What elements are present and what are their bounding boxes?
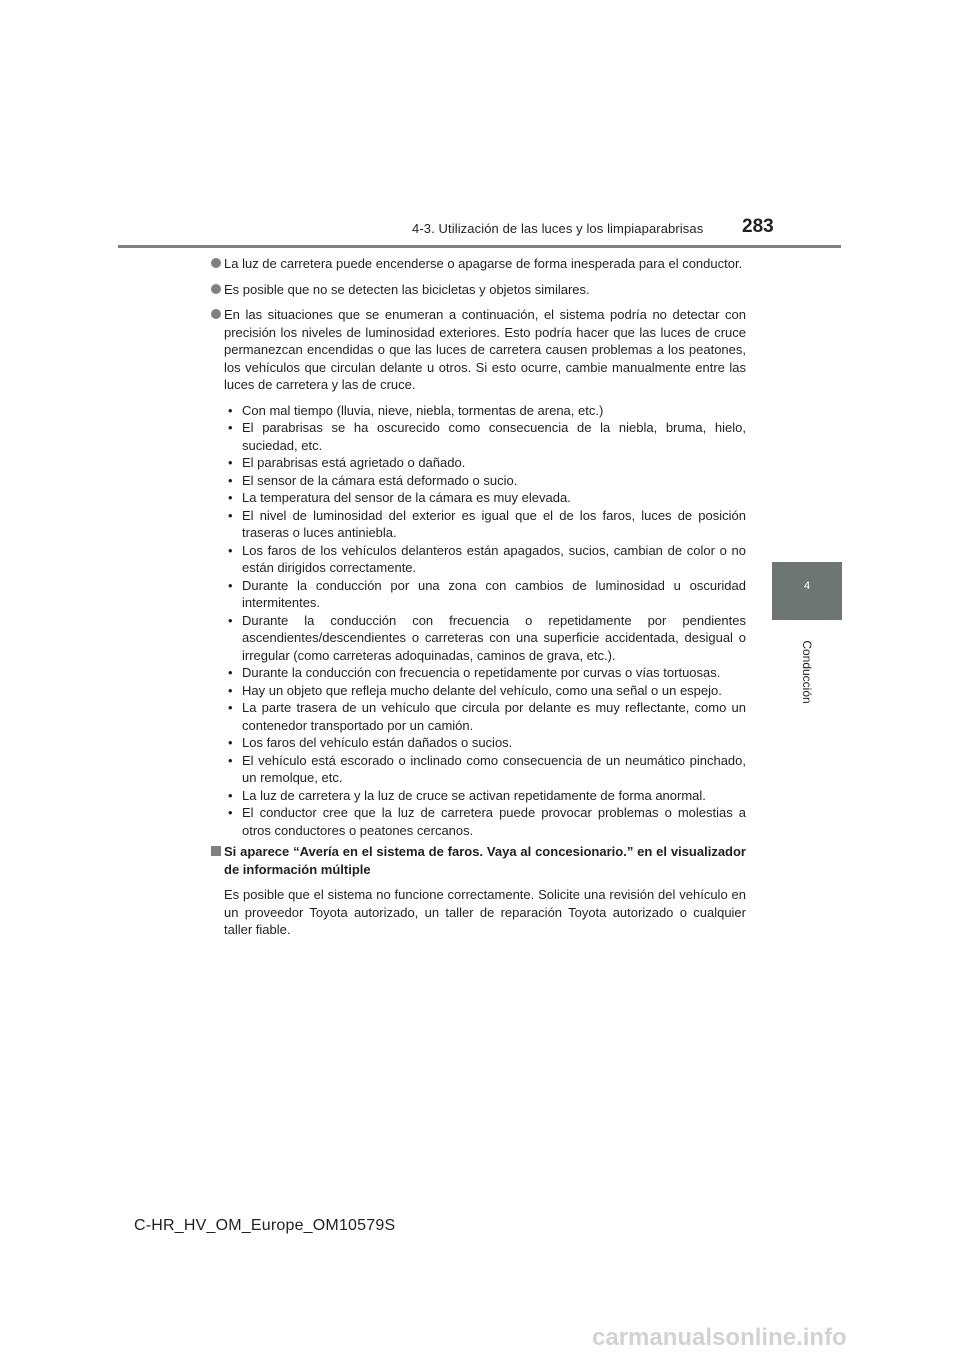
- list-item-text: El parabrisas está agrietado o dañado.: [242, 455, 466, 470]
- list-bullet: •: [228, 542, 233, 558]
- subsection-heading-text: Si aparece “Avería en el sistema de faros. Vaya al concesionario.” en el visualizador de información múltiple: [224, 844, 746, 877]
- list-item: [214, 472, 746, 490]
- list-item: [214, 419, 746, 454]
- list-item-text: Durante la conducción con frecuencia o repetidamente por curvas o vías tortuosas.: [242, 665, 721, 680]
- main-content: [214, 255, 746, 939]
- bullet-circle-icon: [211, 284, 221, 294]
- list-item: [214, 664, 746, 682]
- list-bullet: •: [228, 402, 233, 418]
- condition-list: [214, 402, 746, 840]
- list-item: [214, 402, 746, 420]
- list-bullet: •: [228, 665, 233, 680]
- list-bullet: •: [228, 420, 233, 435]
- list-item-text: El parabrisas se ha oscurecido como consecuencia de la niebla, bruma, hielo, suciedad, etc.: [242, 420, 746, 453]
- list-item: [214, 752, 746, 787]
- list-item: [214, 542, 746, 577]
- list-bullet: •: [228, 700, 233, 715]
- list-bullet: •: [228, 472, 233, 488]
- chapter-number: 4: [803, 580, 811, 592]
- bullet-circle-icon: [211, 309, 221, 319]
- subsection-heading: [214, 843, 746, 878]
- watermark: carmanualsonline.info: [592, 1324, 847, 1351]
- list-item-text: El nivel de luminosidad del exterior es igual que el de los faros, luces de posición traseras o luces antiniebla.: [242, 507, 746, 540]
- list-bullet: •: [228, 735, 233, 750]
- list-item-text: Los faros del vehículo están dañados o sucios.: [242, 735, 513, 750]
- bullet-circle-icon: [211, 258, 221, 268]
- square-bullet-icon: [211, 846, 221, 856]
- list-item: [214, 787, 746, 805]
- list-bullet: •: [228, 787, 233, 803]
- list-item-text: El sensor de la cámara está deformado o sucio.: [242, 472, 518, 488]
- list-item: [214, 804, 746, 839]
- list-bullet: •: [228, 612, 233, 628]
- list-item-text: Los faros de los vehículos delanteros están apagados, sucios, cambian de color o no están dirigidos correctamente.: [242, 542, 746, 575]
- chapter-tab: [772, 562, 842, 620]
- chapter-label: Conducción: [800, 640, 814, 704]
- bullet-text: La luz de carretera puede encenderse o apagarse de forma inesperada para el conductor.: [224, 256, 743, 271]
- list-item-text: El conductor cree que la luz de carretera puede provocar problemas o molestias a otros conductores o peatones cercanos.: [242, 805, 746, 838]
- list-item-text: La luz de carretera y la luz de cruce se activan repetidamente de forma anormal.: [242, 787, 706, 803]
- bullet-item: [214, 255, 746, 273]
- list-item-text: El vehículo está escorado o inclinado como consecuencia de un neumático pinchado, un remolque, etc.: [242, 752, 746, 785]
- bullet-text: En las situaciones que se enumeran a continuación, el sistema podría no detectar con precisión los niveles de luminosidad exteriores. Esto podría hacer que las luces de cruce permanezcan encendidas o que las luces de carretera causen problemas a los peatones, los vehículos que circulan delante u otros. Si esto ocurre, cambie manualmente entre las luces de carretera y las de cruce.: [224, 307, 746, 392]
- list-item: [214, 454, 746, 472]
- list-item-text: Durante la conducción por una zona con cambios de luminosidad u oscuridad intermitentes.: [242, 577, 746, 610]
- list-item: [214, 577, 746, 612]
- list-bullet: •: [228, 682, 233, 698]
- list-bullet: •: [228, 507, 233, 523]
- list-item-text: Con mal tiempo (lluvia, nieve, niebla, tormentas de arena, etc.): [242, 402, 604, 418]
- list-item: [214, 734, 746, 752]
- header-divider: [118, 245, 841, 248]
- page-number: 283: [742, 216, 774, 237]
- document-code: C-HR_HV_OM_Europe_OM10579S: [134, 1217, 396, 1234]
- bullet-item: [214, 281, 746, 299]
- list-item-text: La temperatura del sensor de la cámara es muy elevada.: [242, 490, 571, 505]
- list-item: [214, 507, 746, 542]
- list-bullet: •: [228, 490, 233, 505]
- list-item-text: Hay un objeto que refleja mucho delante del vehículo, como una señal o un espejo.: [242, 682, 722, 698]
- list-item-text: La parte trasera de un vehículo que circula por delante es muy reflectante, como un contenedor transportado por un camión.: [242, 700, 746, 733]
- list-item: [214, 612, 746, 665]
- list-bullet: •: [228, 577, 233, 593]
- bullet-text: Es posible que no se detecten las bicicletas y objetos similares.: [224, 281, 590, 297]
- list-item-text: Durante la conducción con frecuencia o repetidamente por pendientes ascendientes/descendientes o carreteras con una superficie accidentada, desigual o irregular (como carreteras adoquinadas, caminos de grava, etc.).: [242, 612, 746, 663]
- list-bullet: •: [228, 752, 233, 768]
- list-item: [214, 489, 746, 507]
- list-bullet: •: [228, 805, 233, 820]
- section-title: 4-3. Utilización de las luces y los limpiaparabrisas: [412, 221, 704, 236]
- chapter-label-container: [782, 628, 832, 718]
- list-bullet: •: [228, 455, 233, 470]
- subsection-paragraph: Es posible que el sistema no funcione correctamente. Solicite una revisión del vehículo en un proveedor Toyota autorizado, un taller de reparación Toyota autorizado o cualquier taller fiable.: [224, 887, 746, 937]
- bullet-item: [214, 306, 746, 394]
- list-item: [214, 682, 746, 700]
- list-item: [214, 699, 746, 734]
